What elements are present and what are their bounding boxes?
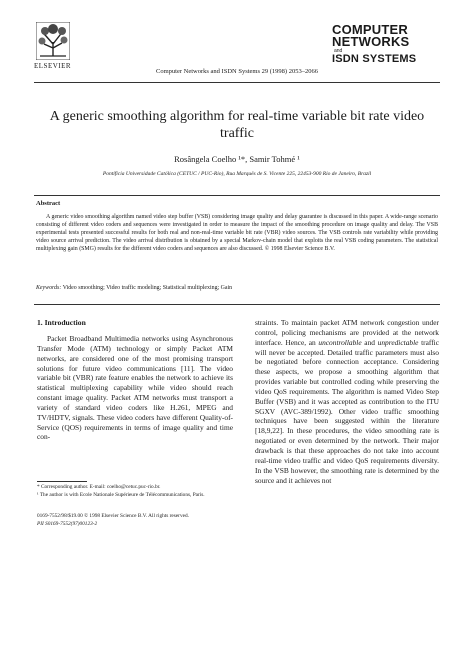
right-text-b: and (361, 337, 378, 347)
elsevier-tree-logo-icon (36, 22, 70, 60)
keywords-label: Keywords: (36, 285, 62, 291)
paper-title: A generic smoothing algorithm for real-time variable bit rate video traffic (49, 109, 425, 141)
journal-logo-line4: ISDN SYSTEMS (332, 53, 417, 65)
journal-logo-line1: COMPUTER (332, 22, 408, 37)
intro-paragraph-right (255, 318, 439, 485)
copyright-block (37, 513, 297, 528)
journal-logo (332, 24, 444, 65)
right-column (255, 318, 439, 485)
abstract-heading: Abstract (36, 200, 61, 207)
header-divider (34, 82, 440, 83)
footnotes (37, 484, 233, 499)
journal-logo-line3: and (334, 48, 343, 54)
publisher-name: ELSEVIER (34, 62, 72, 70)
footnote-1: * Corresponding author. E-mail: coelho@cetuc.puc-rio.br. (37, 484, 161, 490)
affiliation: Pontificia Universidade Católica (CETUC / PUC-Rio), Rua Marquês de S. Vicente 225, 22453-900 Rio de Janeiro, Brazil (102, 171, 372, 177)
abstract-top-divider (34, 195, 440, 196)
right-text-a: straints. To maintain packet ATM network congestion under control, policing mechanisms are provided at the network interface. Hence, an (255, 318, 439, 347)
journal-citation: Computer Networks and ISDN Systems 29 (1998) 2053–2066 (156, 68, 318, 75)
section-heading: 1. Introduction (37, 318, 86, 327)
journal-logo-line2: NETWORKS (332, 34, 410, 49)
authors: Rosângela Coelho ¹*, Samir Tohmé ¹ (174, 154, 300, 164)
copyright-line: 0169-7552/98/$19.00 © 1998 Elsevier Science B.V. All rights reserved. (37, 513, 189, 519)
right-emphasis-2: unpredictable (377, 337, 419, 347)
abstract-bottom-divider (34, 304, 440, 305)
keywords (36, 285, 232, 291)
footnote-2: ¹ The author is with Ecole Nationale Supérieure de Télécommunications, Paris. (37, 491, 205, 498)
keywords-list: Video smoothing; Video traffic modeling; Statistical multiplexing; Gain (62, 285, 233, 291)
abstract-text: A generic video smoothing algorithm named video step buffer (VSB) considering image quality and delay guarantee is discussed in this paper. A wide-range scenario consisting of different video coders and sequences were investigated in order to measure the impact of the smoothing procedure on image quality and delay. The VSB experimental tests presented successful results for both real and non-real-time variable bit rate (VBR) video sources. The VSB controls rate variability while providing video source arrival prediction. The video arrival distribution is obtained by a special Markov-chain model that exploits the real VSB coding parameters. The statistical multiplexing gain (SMG) results for the different video coders and sequences are also discussed. © 1998 Elsevier Science B.V. (36, 214, 438, 252)
right-text-c: traffic will never be accepted. Detailed traffic parameters must also be negotiated before connection acceptance. Considering these aspects, we propose a smoothing algorithm that provides variable but controlled coding while preserving the video QoS requirements. The algorithm is named Video Step Buffer (VSB) and it was accepted as contribution to the ITU SGXV (AVC-389/1992). Other video traffic smoothing techniques have been suggested within the literature [18,9,22]. In these procedures, the video smoothing rate is negotiated or even determined by the network. Their major drawback is that these approaches do not take into account real-time video traffic and video QoS requirements diversity. In the VSB however, the smoothing rate is determined by the source and it achieves not (255, 337, 440, 485)
right-emphasis-1: uncontrollable (318, 337, 362, 347)
footnote-divider (37, 481, 87, 482)
left-column (37, 334, 233, 442)
pii-line: PII S0169-7552(97)00123-2 (37, 520, 98, 527)
intro-paragraph-left: Packet Broadband Multimedia networks using Asynchronous Transfer Mode (ATM) technology or simply Packet ATM networks, are considered one of the most promising transport solutions for future video communications [11]. The video variable bit (VBR) rate feature enables the network to achieve its statistical multiplexing capability while video should reach constant image quality. Packet ATM networks must transport a variety of standard video coders like H.261, MPEG and TV/HDTV, signals. These video coders have different Quality-of-Service (QOS) requirements in terms of image quality and time con- (37, 334, 233, 442)
